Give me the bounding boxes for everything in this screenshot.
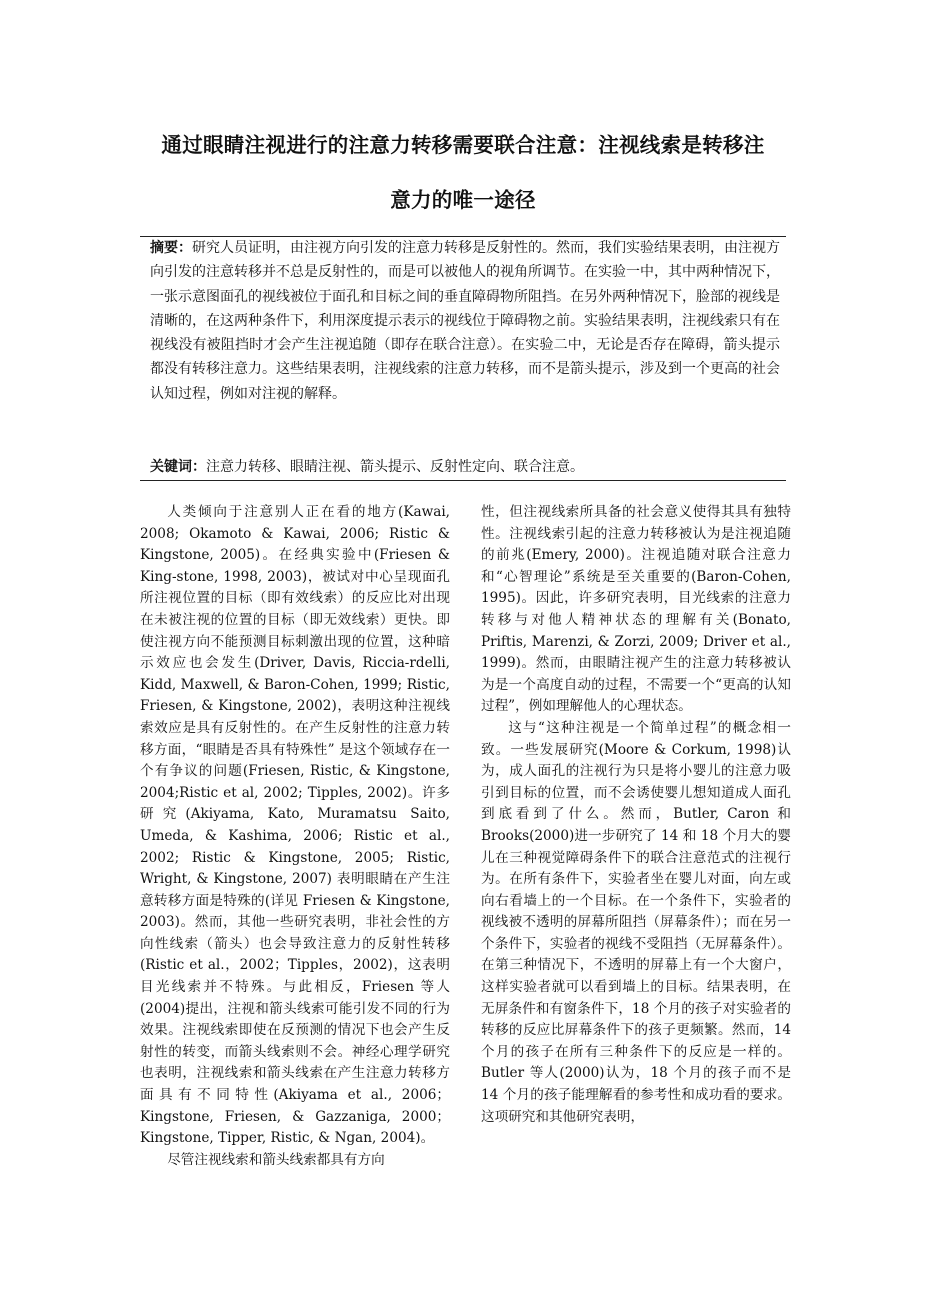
paragraph: 人类倾向于注意别人正在看的地方(Kawai, 2008; Okamoto & Kawai, 2006; Ristic & Kingstone, 2005)。在经典实验中(Friesen & King-stone, 1998, 2003)，被试对中心呈现面孔所注视位置的目标（即有效线索）的反应比对出现在未被注视的位置的目标（即无效线索）更快。即使注视方向不能预测目标刺激出现的位置，这种暗示效应也会发生(Driver, Davis, Riccia-rdelli, Kidd, Maxwell, & Baron-Cohen, 1999; Ristic, Friesen, & Kingstone, 2002)，表明这种注视线索效应是具有反射性的。在产生反射性的注意力转移方面，“眼睛是否具有特殊性” 是这个领域存在一个有争议的问题(Friesen, Ristic, & Kingstone, 2004;Ristic et al, 2002; Tipples, 2002)。许多研究(Akiyama, Kato, Muramatsu Saito, Umeda, & Kashima, 2006; Ristic et al., 2002; Ristic & Kingstone, 2005; Ristic, Wright, & Kingstone, 2007) 表明眼睛在产生注意转移方面是特殊的(详见 Friesen & Kingstone, 2003)。然而，其他一些研究表明，非社会性的方向性线索（箭头）也会导致注意力的反射性转移(Ristic et al.，2002；Tipples，2002)，这表明目光线索并不特殊。与此相反，Friesen 等人(2004)提出，注视和箭头线索可能引发不同的行为效果。注视线索即使在反预测的情况下也会产生反射性的转变，而箭头线索则不会。神经心理学研究也表明，注视线索和箭头线索在产生注意力转移方面具有不同特性(Akiyama et al., 2006；Kingstone, Friesen, & Gazzaniga, 2000；Kingstone, Tipper, Ristic, & Ngan, 2004)。 — [140, 504, 450, 1147]
paragraph: 尽管注视线索和箭头线索都具有方向 — [167, 1151, 385, 1168]
keywords — [150, 455, 780, 479]
abstract — [150, 236, 780, 406]
abstract-label: 摘要： — [150, 240, 192, 256]
paper-title — [100, 118, 826, 228]
body-column-left — [140, 502, 450, 1171]
keywords-label: 关键词： — [150, 459, 206, 475]
title-line-1: 通过眼睛注视进行的注意力转移需要联合注意：注视线索是转移注 — [161, 133, 765, 157]
body-column-right — [481, 502, 791, 1128]
abstract-bottom-rule — [140, 480, 786, 481]
paragraph: 这与“这种注视是一个简单过程”的概念相一致。一些发展研究(Moore & Corkum, 1998)认为，成人面孔的注视行为只是将小婴儿的注意力吸引到目标的位置，而不会诱使婴儿想知道成人面孔到底看到了什么。然而，Butler, Caron 和 Brooks(2000)进一步研究了 14 和 18 个月大的婴儿在三种视觉障碍条件下的联合注意范式的注视行为。在所有条件下，实验者坐在婴儿对面，向左或向右看墙上的一个目标。在一个条件下，实验者的视线被不透明的屏幕所阻挡（屏幕条件）；而在另一个条件下，实验者的视线不受阻挡（无屏幕条件）。在第三种情况下，不透明的屏幕上有一个大窗户，这样实验者就可以看到墙上的目标。结果表明，在无屏条件和有窗条件下，18 个月的孩子对实验者的转移的反应比屏幕条件下的孩子更频繁。然而，14 个月的孩子在所有三种条件下的反应是一样的。Butler 等人(2000)认为，18 个月的孩子而不是 14 个月的孩子能理解看的参考性和成功看的要求。这项研究和其他研究表明， — [481, 719, 791, 1125]
title-line-2: 意力的唯一途径 — [390, 188, 536, 212]
paragraph: 性，但注视线索所具备的社会意义使得其具有独特性。注视线索引起的注意力转移被认为是注视追随的前兆(Emery, 2000)。注视追随对联合注意力和“心智理论”系统是至关重要的(Baron-Cohen, 1995)。因此，许多研究表明，目光线索的注意力转移与对他人精神状态的理解有关(Bonato, Priftis, Marenzi, & Zorzi, 2009; Driver et al., 1999)。然而，由眼睛注视产生的注意力转移被认为是一个高度自动的过程，不需要一个“更高的认知过程”，例如理解他人的心理状态。 — [481, 504, 791, 715]
abstract-text: 研究人员证明，由注视方向引发的注意力转移是反射性的。然而，我们实验结果表明，由注视方向引发的注意转移并不总是反射性的，而是可以被他人的视角所调节。在实验一中，其中两种情况下，一张示意图面孔的视线被位于面孔和目标之间的垂直障碍物所阻挡。在另外两种情况下，脸部的视线是清晰的，在这两种条件下，利用深度提示表示的视线位于障碍物之前。实验结果表明，注视线索只有在视线没有被阻挡时才会产生注视追随（即存在联合注意）。在实验二中，无论是否存在障碍，箭头提示都没有转移注意力。这些结果表明，注视线索的注意力转移，而不是箭头提示，涉及到一个更高的社会认知过程，例如对注视的解释。 — [150, 240, 780, 402]
keywords-text: 注意力转移、眼睛注视、箭头提示、反射性定向、联合注意。 — [206, 459, 584, 475]
